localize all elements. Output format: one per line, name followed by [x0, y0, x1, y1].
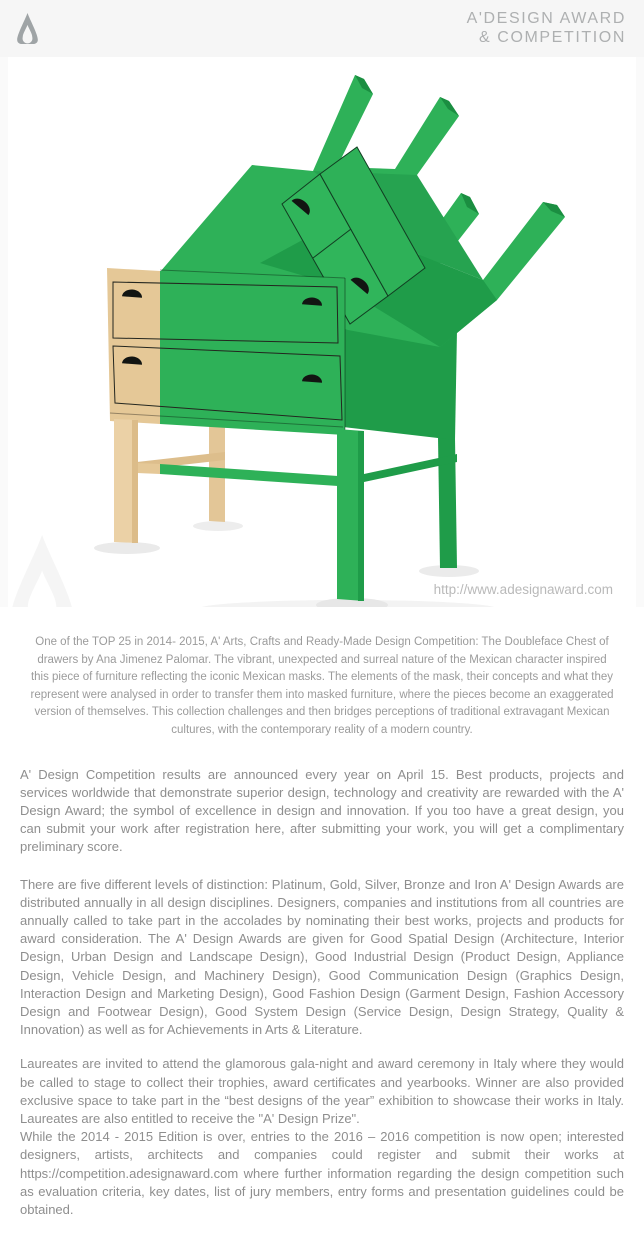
article-body	[0, 766, 644, 1239]
paragraph-award-levels: There are five different levels of distinction: Platinum, Gold, Silver, Bronze and Iron A' Design Awards are distributed annually in all design disciplines. Designers, companies and institutions from all countries are annually called to take part in the accolades by nominating their best works, projects and products for award consideration. The A' Design Awards are given for Good Spatial Design (Architecture, Interior Design, Urban Design and Landscape Design), Good Industrial Design (Product Design, Appliance Design, Vehicle Design, and Machinery Design), Good Communication Design (Graphics Design, Interaction Design and Marketing Design), Good Fashion Design (Garment Design, Fashion Accessory Design and Footwear Design), Good System Design (Service Design, Design Strategy, Quality & Innovation) as well as for Achievements in Arts & Literature.	[20, 876, 624, 1038]
hero-photo	[8, 57, 636, 607]
paragraph-laureates: Laureates are invited to attend the glamorous gala-night and award ceremony in Italy where they would be called to stage to collect their trophies, award certificates and yearbooks. Winner are also provided exclusive space to take part in the “best designs of the year” exhibition to showcase their works in Italy. Laureates are also entitled to receive the "A' Design Prize".	[20, 1056, 624, 1127]
leg-rails	[137, 452, 457, 486]
paragraph-registration: While the 2014 - 2015 Edition is over, entries to the 2016 – 2016 competition is now open; interested designers, artists, architects and companies could register and submit their works at https://competition.adesignaward.com where further information regarding the design competition such as evaluation criteria, key dates, list of jury members, entry forms and presentation guidelines could be obtained.	[20, 1129, 624, 1218]
paragraph-announcement: A' Design Competition results are announced every year on April 15. Best products, projects and services worldwide that demonstrate superior design, technology and creativity are rewarded with the A' Design Award; the symbol of excellence in design and innovation. If you too have a great design, you can submit your work after registration here, after submitting your work, you will get a complimentary preliminary score.	[20, 766, 624, 855]
product-photo	[8, 57, 636, 607]
front-legs	[114, 419, 364, 601]
adesign-logo-icon	[16, 13, 39, 49]
brand-title	[467, 9, 626, 47]
brand-line-1: A'DESIGN AWARD	[466, 10, 626, 27]
hero-photo-section	[0, 57, 644, 607]
photo-url-watermark: http://www.adesignaward.com	[433, 582, 613, 597]
site-header	[0, 0, 644, 57]
watermark-logo	[11, 535, 73, 607]
image-caption: One of the TOP 25 in 2014- 2015, A' Arts, Crafts and Ready-Made Design Competition: The Doubleface Chest of drawers by Ana Jimenez Palomar. The vibrant, unexpected and surreal nature of the Mexican character inspired this piece of furniture reflecting the iconic Mexican masks. The elements of the mask, their concepts and what they represent were analysed in order to transfer them into masked furniture, where the pieces become an exaggerated version of themselves. This collection challenges and then bridges perceptions of traditional extravagant Mexican cultures, with the contemporary reality of a modern country.	[30, 636, 614, 736]
brand-line-2: & COMPETITION	[478, 29, 626, 46]
